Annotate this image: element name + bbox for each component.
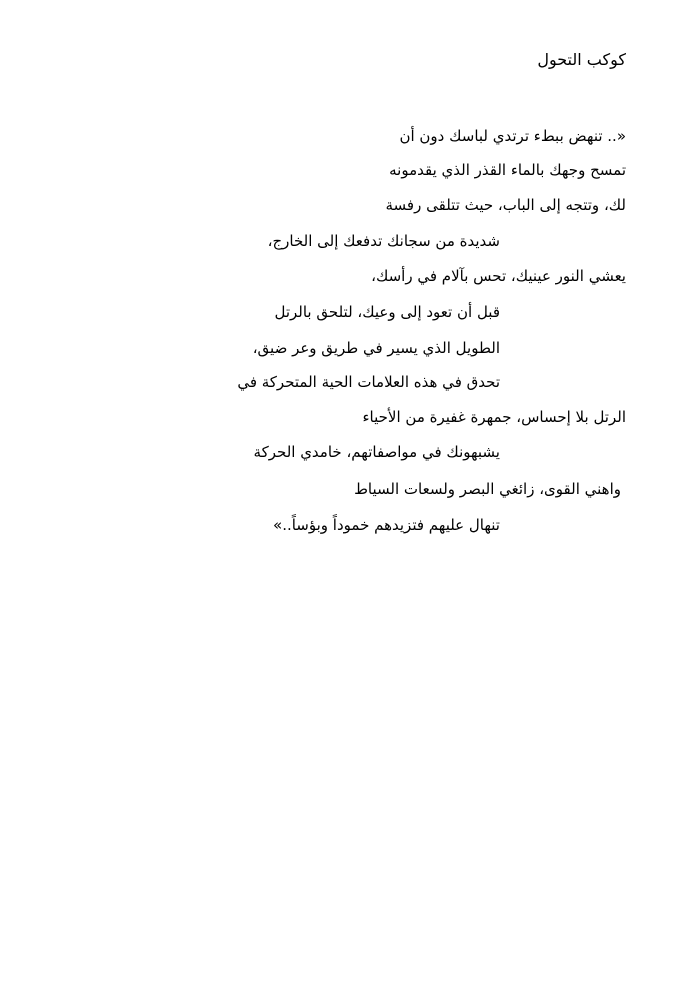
poem-line: شديدة من سجانك تدفعك إلى الخارج، — [267, 232, 500, 250]
poem-line: قبل أن تعود إلى وعيك، لتلحق بالرتل — [274, 303, 500, 321]
poem-line: تمسح وجهك بالماء القذر الذي يقدمونه — [389, 161, 626, 179]
poem-line: تنهال عليهم فتزيدهم خموداً وبؤساً..» — [273, 516, 500, 534]
poem-line: «.. تنهض ببطء ترتدي لباسك دون أن — [399, 127, 626, 145]
poem-line: لك، وتتجه إلى الباب، حيث تتلقى رفسة — [385, 196, 626, 214]
poem-line: تحدق في هذه العلامات الحية المتحركة في — [237, 373, 500, 391]
poem-line: يشبهونك في مواصفاتهم، خامدي الحركة — [253, 443, 500, 461]
poem-line: الطويل الذي يسير في طريق وعر ضيق، — [252, 339, 500, 357]
poem-line: الرتل بلا إحساس، جمهرة غفيرة من الأحياء — [362, 408, 626, 426]
document-title: كوكب التحول — [537, 50, 626, 69]
poem-line: واهني القوى، زائغي البصر ولسعات السياط — [354, 480, 621, 498]
poem-line: يعشي النور عينيك، تحس بآلام في رأسك، — [371, 267, 626, 285]
